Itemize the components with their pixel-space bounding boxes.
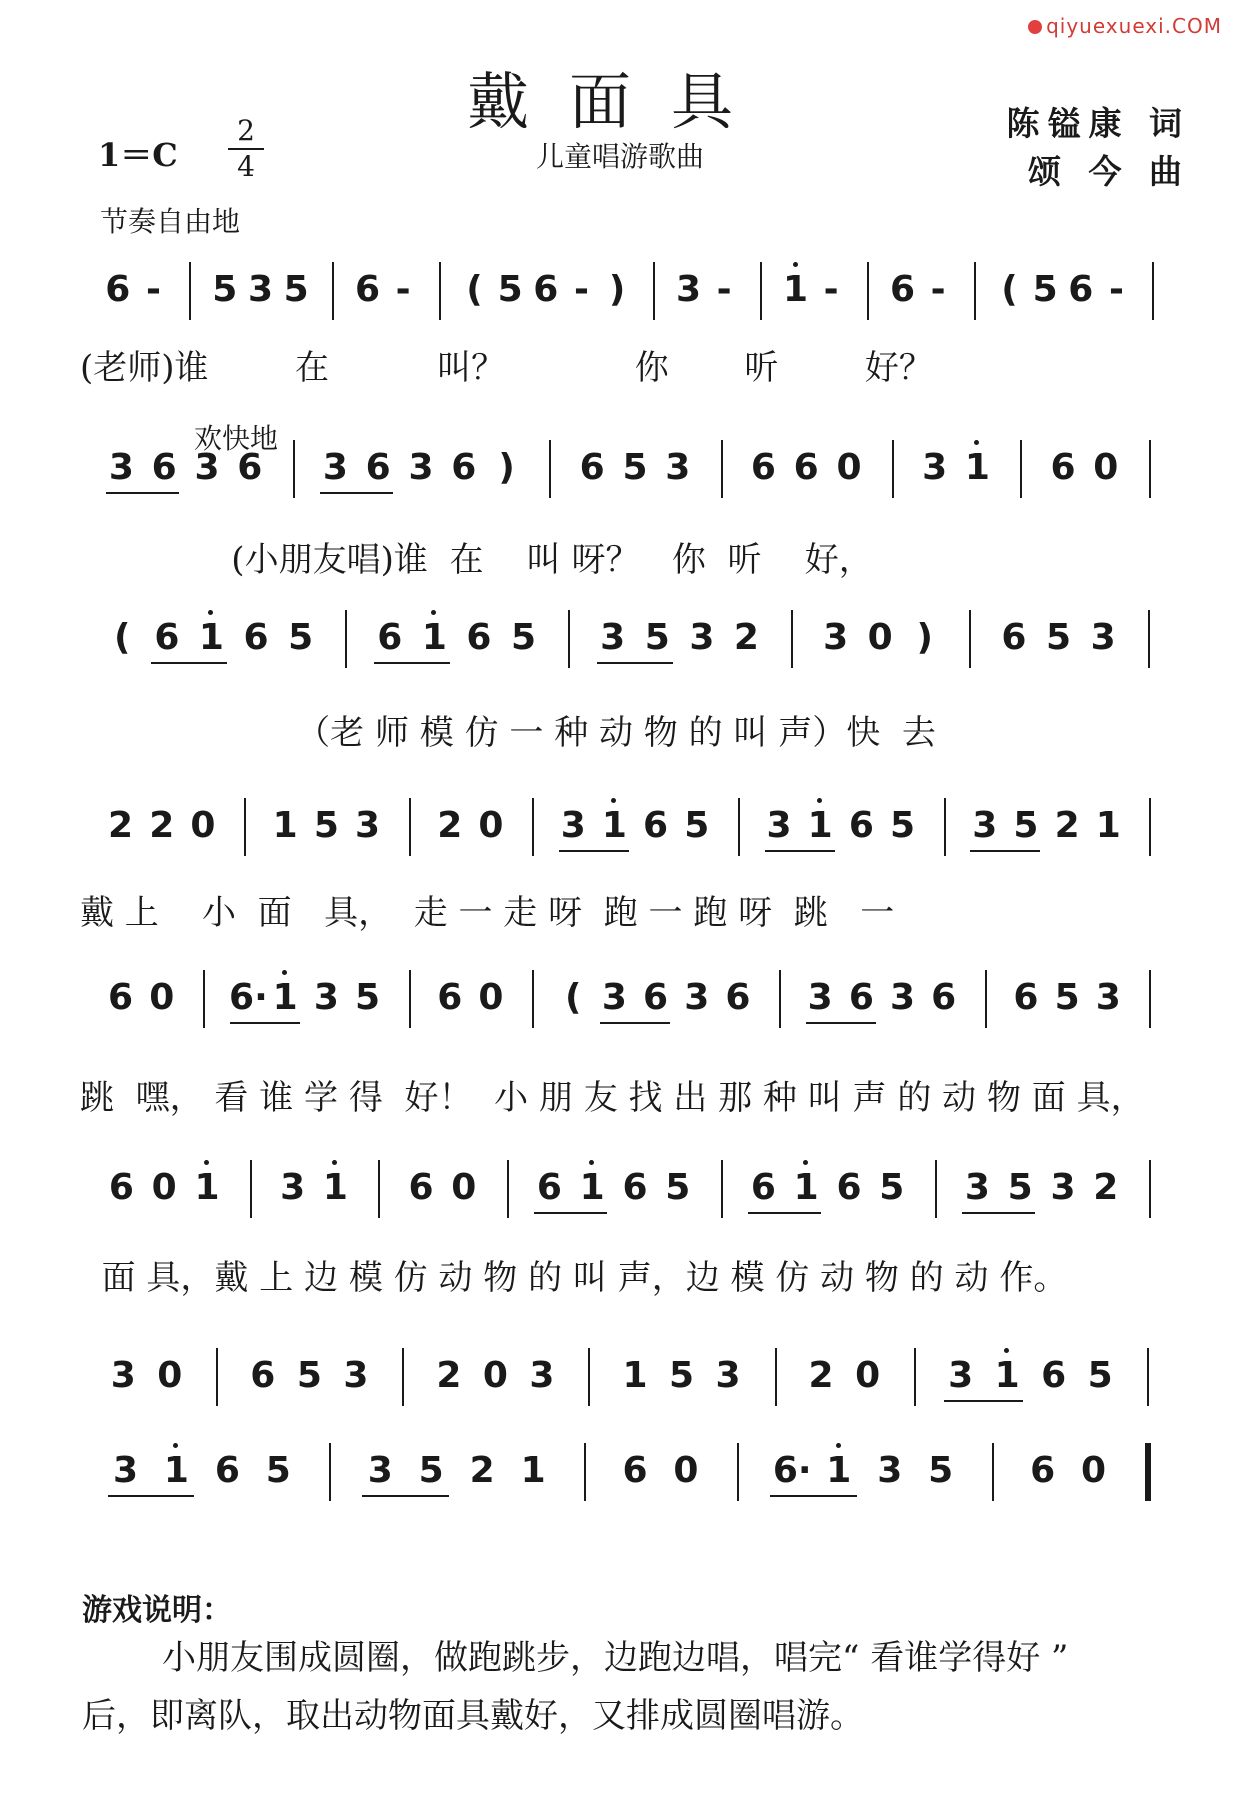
note: 3	[689, 617, 715, 658]
note: 3	[948, 1355, 974, 1396]
note: 1	[520, 1450, 546, 1491]
barline	[653, 262, 655, 320]
note: 5	[265, 1450, 291, 1491]
note: 3	[560, 805, 586, 846]
note: 6	[889, 269, 916, 310]
game-heading: 游戏说明：	[82, 1593, 232, 1628]
note: 0	[482, 1355, 508, 1396]
note: 3	[807, 977, 833, 1018]
score-line-1	[0, 262, 1260, 322]
key-signature: 1＝C	[98, 136, 178, 174]
barline	[944, 798, 946, 856]
pin-icon	[1028, 20, 1042, 34]
note: 1	[198, 617, 224, 658]
note: 3	[322, 447, 348, 488]
note: 3	[1090, 617, 1116, 658]
beam	[597, 662, 673, 664]
note: 3	[766, 805, 792, 846]
barline	[507, 1160, 509, 1218]
note: 3	[684, 977, 710, 1018]
note: 6·	[772, 1450, 812, 1491]
high-octave-dot	[803, 1160, 808, 1165]
note: 1	[782, 269, 809, 310]
barline	[721, 1160, 723, 1218]
song-subtitle: 儿童唱游歌曲	[535, 140, 704, 173]
barline	[969, 610, 971, 668]
note: 1	[421, 617, 447, 658]
note: 6	[1030, 1450, 1056, 1491]
meter-top: 2	[237, 114, 255, 147]
barline	[378, 1160, 380, 1218]
beam	[106, 492, 179, 494]
high-octave-dot	[204, 1160, 209, 1165]
note: 1	[579, 1167, 605, 1208]
note: 3	[823, 617, 849, 658]
note: 6	[536, 1167, 562, 1208]
score-line-3	[0, 610, 1260, 670]
note: 6	[108, 977, 134, 1018]
note: 5	[668, 1355, 695, 1396]
note: 6	[622, 1167, 648, 1208]
note: 5	[879, 1167, 905, 1208]
high-octave-dot	[1004, 1348, 1009, 1353]
bracket: (	[565, 977, 582, 1018]
note: 0	[478, 977, 504, 1018]
note: 2	[1054, 805, 1080, 846]
note: 0	[151, 1167, 177, 1208]
note: 3	[601, 977, 627, 1018]
note: 1	[622, 1355, 648, 1396]
note: 6	[750, 1167, 776, 1208]
beam	[534, 1212, 607, 1214]
note: 6	[848, 805, 874, 846]
barline	[775, 1348, 777, 1406]
note: 0	[157, 1355, 183, 1396]
note: 1	[1095, 805, 1121, 846]
song-title: 戴面具	[466, 65, 773, 138]
note: 3	[313, 977, 339, 1018]
lyric-line-4: 戴 上 小 面 具， 走 一 走 呀 跑 一 跑 呀 跳 一	[80, 893, 895, 933]
game-text-line-2: 后，即离队，取出动物面具戴好，又排成圆圈唱游。	[82, 1696, 864, 1736]
note: 5	[665, 1167, 691, 1208]
score-line-4	[0, 798, 1260, 858]
note: 0	[867, 617, 893, 658]
beam	[770, 1495, 857, 1497]
high-octave-dot	[208, 610, 213, 615]
note: 5	[1013, 805, 1039, 846]
time-signature	[226, 116, 266, 182]
note: 1	[194, 1167, 220, 1208]
note: 5	[928, 1450, 954, 1491]
bracket: (	[114, 617, 131, 658]
note: 0	[149, 977, 175, 1018]
beam	[108, 1495, 195, 1497]
note: 3	[877, 1450, 903, 1491]
barline	[293, 440, 295, 498]
note: 2	[108, 805, 134, 846]
note: 6	[1013, 977, 1039, 1018]
bracket: )	[608, 269, 626, 310]
beam	[944, 1400, 1023, 1402]
note: 5	[511, 617, 537, 658]
note: -	[930, 269, 946, 310]
barline	[1149, 970, 1151, 1028]
note: 6	[1068, 269, 1094, 310]
score-line-2	[0, 440, 1260, 500]
barline	[409, 798, 411, 856]
bracket: )	[916, 617, 933, 658]
beam	[374, 662, 450, 664]
note: 6	[154, 617, 180, 658]
barline	[568, 610, 570, 668]
note: 6	[725, 977, 751, 1018]
barline	[189, 262, 191, 320]
note: 1	[964, 447, 990, 488]
barline	[985, 970, 987, 1028]
note: 5	[212, 269, 238, 310]
high-octave-dot	[431, 610, 436, 615]
barline	[791, 610, 793, 668]
barline	[250, 1160, 252, 1218]
lyricist-credit: 陈镒康 词	[1006, 104, 1190, 143]
barline	[549, 440, 551, 498]
barline	[402, 1348, 404, 1406]
high-octave-dot	[836, 1443, 841, 1448]
score-line-8	[0, 1443, 1260, 1503]
note: 1	[272, 977, 298, 1018]
note: 0	[836, 447, 862, 488]
lyric-line-1: (老师)谁 在 叫？ 你 听 好？	[80, 348, 933, 388]
note: 1	[272, 805, 298, 846]
barline	[914, 1348, 916, 1406]
note: 6	[243, 617, 269, 658]
barline	[935, 1160, 937, 1218]
note: 6	[377, 617, 403, 658]
beam	[962, 1212, 1035, 1214]
note: 5	[283, 269, 309, 310]
note: 6	[437, 977, 463, 1018]
note: 3	[922, 447, 948, 488]
barline	[332, 262, 334, 320]
note: 5	[497, 269, 523, 310]
note: 3	[600, 617, 626, 658]
note: 6	[643, 977, 669, 1018]
note: 3	[889, 977, 916, 1018]
note: 1	[601, 805, 627, 846]
high-octave-dot	[332, 1160, 337, 1165]
note: 5	[644, 617, 670, 658]
barline	[721, 440, 723, 498]
note: -	[823, 269, 839, 310]
beam	[151, 662, 227, 664]
note: -	[1109, 269, 1124, 310]
final-barline	[1145, 1443, 1151, 1501]
beam	[970, 850, 1040, 852]
high-octave-dot	[282, 970, 287, 975]
barline	[1148, 610, 1150, 668]
note: 1	[994, 1355, 1020, 1396]
barline	[892, 440, 894, 498]
note: 3	[408, 447, 434, 488]
barline	[329, 1443, 331, 1501]
note: 5	[1007, 1167, 1033, 1208]
note: 1	[163, 1450, 189, 1491]
note: 1	[793, 1167, 819, 1208]
beam	[362, 1495, 449, 1497]
note: -	[574, 269, 589, 310]
note: 5	[296, 1355, 322, 1396]
barline	[737, 1443, 739, 1501]
note: 6	[250, 1355, 276, 1396]
note: 3	[715, 1355, 741, 1396]
barline	[992, 1443, 994, 1501]
note: 5	[354, 977, 381, 1018]
barline	[1149, 1160, 1151, 1218]
barline	[1149, 440, 1151, 498]
note: 5	[1046, 617, 1072, 658]
credits	[1007, 100, 1191, 196]
note: 3	[1050, 1167, 1076, 1208]
note: 3	[343, 1355, 369, 1396]
note: 3	[529, 1355, 555, 1396]
note: 6	[108, 1167, 134, 1208]
barline	[532, 798, 534, 856]
note: 6	[836, 1167, 862, 1208]
barline	[974, 262, 976, 320]
beam	[600, 1022, 670, 1024]
lyric-line-2: (小朋友唱)谁 在 叫 呀？ 你 听 好，	[80, 540, 873, 580]
note: 6	[1041, 1355, 1067, 1396]
note: 1	[826, 1450, 852, 1491]
note: 5	[418, 1450, 444, 1491]
score-line-5	[0, 970, 1260, 1030]
note: 5	[889, 805, 916, 846]
high-octave-dot	[589, 1160, 594, 1165]
note: 2	[733, 617, 759, 658]
note: 1	[807, 805, 833, 846]
high-octave-dot	[611, 798, 616, 803]
note: 3	[964, 1167, 990, 1208]
barline	[779, 970, 781, 1028]
note: 2	[469, 1450, 495, 1491]
note: 0	[451, 1167, 477, 1208]
lyric-line-6: 面 具，戴 上 边 模 仿 动 物 的 叫 声，边 模 仿 动 物 的 动 作。	[80, 1258, 1068, 1298]
high-octave-dot	[793, 262, 798, 267]
note: 6	[214, 1450, 240, 1491]
note: 6	[354, 269, 381, 310]
note: 6·	[229, 977, 268, 1018]
note: 6	[848, 977, 874, 1018]
high-octave-dot	[974, 440, 979, 445]
note: 3	[972, 805, 998, 846]
note: 6	[237, 447, 263, 488]
barline	[1147, 1348, 1149, 1406]
beam	[748, 1212, 821, 1214]
note: 3	[367, 1450, 393, 1491]
note: 2	[436, 1355, 462, 1396]
note: 2	[1093, 1167, 1119, 1208]
beam	[320, 492, 393, 494]
note: 0	[1081, 1450, 1107, 1491]
lyric-line-3: （老 师 模 仿 一 种 动 物 的 叫 声）快 去	[80, 713, 936, 753]
beam	[806, 1022, 876, 1024]
score-line-6	[0, 1160, 1260, 1220]
note: -	[395, 269, 411, 310]
note: 3	[665, 447, 691, 488]
note: 6	[466, 617, 492, 658]
composer-credit: 颂 今 曲	[1028, 152, 1190, 191]
note: 0	[673, 1450, 699, 1491]
note: 3	[112, 1450, 138, 1491]
barline	[1020, 440, 1022, 498]
note: 5	[1032, 269, 1058, 310]
barline	[244, 798, 246, 856]
barline	[532, 970, 534, 1028]
note: 6	[643, 805, 669, 846]
lyric-line-5: 跳 嘿， 看 谁 学 得 好！ 小 朋 友 找 出 那 种 叫 声 的 动 物 面 具，	[80, 1078, 1145, 1118]
barline	[738, 798, 740, 856]
barline	[345, 610, 347, 668]
note: 0	[478, 805, 504, 846]
barline	[867, 262, 869, 320]
note: 3	[675, 269, 702, 310]
note: -	[716, 269, 732, 310]
bracket: (	[1001, 269, 1018, 310]
note: 6	[365, 447, 391, 488]
note: 6	[451, 447, 477, 488]
bracket: (	[466, 269, 483, 310]
tempo-marking-free: 节奏自由地	[100, 205, 241, 238]
note: 6	[151, 447, 177, 488]
note: 6	[1001, 617, 1027, 658]
note: -	[146, 269, 161, 310]
note: 6	[1050, 447, 1076, 488]
barline	[584, 1443, 586, 1501]
meter-bottom: 4	[237, 150, 255, 183]
note: 3	[280, 1167, 306, 1208]
high-octave-dot	[173, 1443, 178, 1448]
note: 6	[408, 1167, 434, 1208]
note: 6	[622, 1450, 648, 1491]
note: 3	[1095, 977, 1121, 1018]
barline	[439, 262, 441, 320]
note: 6	[750, 447, 776, 488]
note: 5	[1054, 977, 1080, 1018]
site-watermark: qiyuexuexi.COM	[1028, 14, 1222, 38]
note: 5	[288, 617, 314, 658]
beam	[230, 1022, 300, 1024]
high-octave-dot	[817, 798, 822, 803]
barline	[203, 970, 205, 1028]
note: 6	[533, 269, 559, 310]
note: 5	[684, 805, 710, 846]
game-text-line-1: 小朋友围成圆圈，做跑跳步，边跑边唱，唱完“ 看谁学得好 ”	[162, 1638, 1069, 1678]
barline	[1149, 798, 1151, 856]
score-line-7	[0, 1348, 1260, 1408]
note: 6	[931, 977, 957, 1018]
note: 0	[855, 1355, 881, 1396]
note: 3	[354, 805, 381, 846]
beam	[559, 850, 629, 852]
note: 3	[247, 269, 274, 310]
barline	[588, 1348, 590, 1406]
note: 2	[437, 805, 463, 846]
note: 0	[1093, 447, 1119, 488]
note: 0	[190, 805, 216, 846]
barline	[1152, 262, 1154, 320]
tempo-marking-lively: 欢快地	[194, 422, 279, 455]
note: 5	[313, 805, 339, 846]
note: 1	[322, 1167, 348, 1208]
barline	[760, 262, 762, 320]
note: 5	[622, 447, 648, 488]
note: 3	[194, 447, 220, 488]
note: 3	[108, 447, 134, 488]
note: 2	[149, 805, 175, 846]
bracket: )	[498, 447, 515, 488]
note: 6	[105, 269, 131, 310]
note: 6	[793, 447, 819, 488]
barline	[216, 1348, 218, 1406]
barline	[409, 970, 411, 1028]
note: 5	[1087, 1355, 1113, 1396]
note: 2	[808, 1355, 834, 1396]
note: 3	[110, 1355, 136, 1396]
beam	[765, 850, 835, 852]
note: 6	[579, 447, 605, 488]
